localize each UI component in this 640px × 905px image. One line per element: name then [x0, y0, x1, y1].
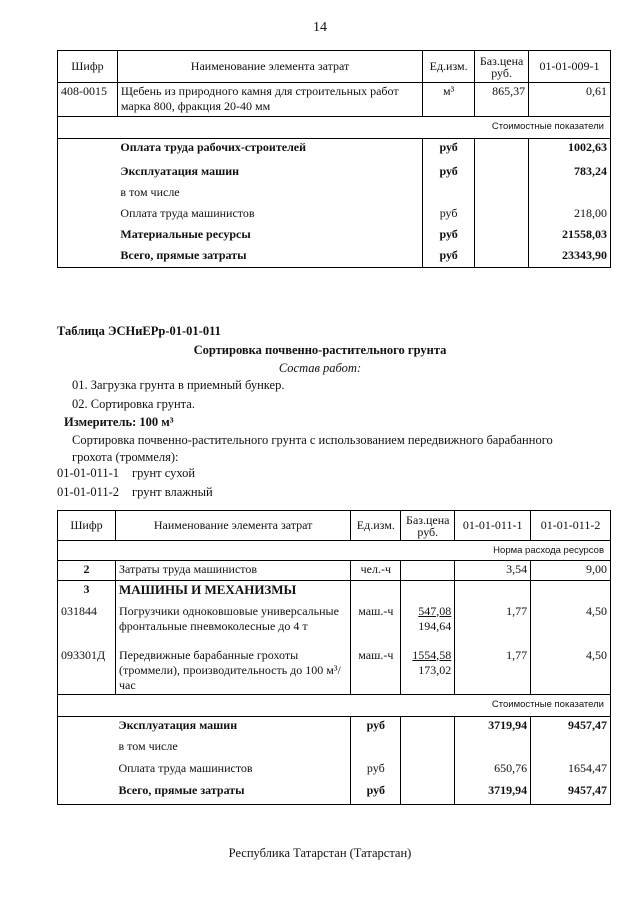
- table-row: [58, 603, 611, 647]
- row-code: 093301Д: [58, 647, 116, 695]
- row-value-1: 1,77: [455, 603, 531, 647]
- variant-code: 01-01-011-2: [57, 485, 120, 499]
- row-value-2: 4,50: [531, 647, 611, 695]
- header-name: Наименование элемента затрат: [115, 511, 350, 541]
- table-costs-01-01-009: [57, 50, 611, 268]
- row-name: Передвижные барабанные грохоты (троммели), производительность до 100 м³/час: [115, 647, 350, 695]
- row-name: МАШИНЫ И МЕХАНИЗМЫ: [115, 581, 350, 603]
- row-name: Эксплуатация машин: [117, 163, 422, 184]
- description: Сортировка почвенно-растительного грунта с использованием передвижного барабанного грохота (троммеля):: [72, 433, 553, 464]
- row-unit: [423, 184, 475, 205]
- row-name: Материальные ресурсы: [117, 226, 422, 247]
- table-row: [58, 716, 611, 738]
- footer-region: Республика Татарстан (Татарстан): [228, 846, 412, 860]
- row-unit: руб: [423, 247, 475, 268]
- row-unit: м³: [423, 83, 475, 117]
- header-col2: 01-01-011-2: [531, 511, 611, 541]
- row-value-1: 3,54: [455, 561, 531, 581]
- row-unit: маш.-ч: [351, 603, 401, 647]
- variant-label: грунт влажный: [132, 485, 213, 499]
- row-name: Всего, прямые затраты: [117, 247, 422, 268]
- header-code: Шифр: [58, 511, 116, 541]
- row-value-2: 9457,47: [531, 782, 611, 804]
- row-value: 23343,90: [529, 247, 611, 268]
- row-value-1: [455, 738, 531, 760]
- price-bottom: 173,02: [418, 662, 452, 677]
- measure: Измеритель: 100 м³: [64, 415, 174, 429]
- header-base-price: Баз.цена руб.: [475, 51, 529, 83]
- row-unit: руб: [351, 716, 401, 738]
- row-value-1: 3719,94: [455, 782, 531, 804]
- row-unit: руб: [423, 205, 475, 226]
- row-value-2: 9457,47: [531, 716, 611, 738]
- row-unit: руб: [351, 760, 401, 782]
- table-row: [58, 760, 611, 782]
- price-top: 547,08: [418, 603, 452, 618]
- row-unit: руб: [423, 226, 475, 247]
- price-top: 1554,58: [412, 647, 452, 662]
- row-value: 0,61: [529, 83, 611, 117]
- table-row: [58, 782, 611, 804]
- table-row: [58, 247, 611, 268]
- row-value-1: 1,77: [455, 647, 531, 695]
- row-name: Погрузчики одноковшовые универсальные фронтальные пневмоколесные до 4 т: [115, 603, 350, 647]
- variant-code: 01-01-011-1: [57, 466, 120, 480]
- row-value: 1002,63: [529, 139, 611, 163]
- header-unit: Ед.изм.: [351, 511, 401, 541]
- row-value: 21558,03: [529, 226, 611, 247]
- row-name: Затраты труда машинистов: [115, 561, 350, 581]
- variant-label: грунт сухой: [132, 466, 196, 480]
- row-name: Щебень из природного камня для строительных работ марка 800, фракция 20-40 мм: [117, 83, 422, 117]
- header-col1: 01-01-011-1: [455, 511, 531, 541]
- row-value-1: 3719,94: [455, 716, 531, 738]
- row-unit: маш.-ч: [351, 647, 401, 695]
- header-col1: 01-01-009-1: [529, 51, 611, 83]
- row-code: 2: [58, 561, 116, 581]
- table-row: [58, 226, 611, 247]
- table-row: [58, 139, 611, 163]
- table-row: [58, 184, 611, 205]
- row-value: 218,00: [529, 205, 611, 226]
- row-value-2: 4,50: [531, 603, 611, 647]
- header-base-price: Баз.цена руб.: [401, 511, 455, 541]
- row-value: [529, 184, 611, 205]
- row-value-2: 9,00: [531, 561, 611, 581]
- section-cost-label: Стоимостные показатели: [58, 694, 611, 716]
- row-price: 865,37: [475, 83, 529, 117]
- row-value-1: 650,76: [455, 760, 531, 782]
- section-subtitle: Состав работ:: [278, 361, 362, 375]
- table-row: [58, 163, 611, 184]
- row-value-2: 1654,47: [531, 760, 611, 782]
- row-name: в том числе: [115, 738, 350, 760]
- table-row: [58, 205, 611, 226]
- table-row: [58, 647, 611, 695]
- row-name: Всего, прямые затраты: [115, 782, 350, 804]
- row-code: 031844: [58, 603, 116, 647]
- table-row: [58, 738, 611, 760]
- row-unit: руб: [351, 782, 401, 804]
- row-unit: чел.-ч: [351, 561, 401, 581]
- table-resources-01-01-011: [57, 510, 611, 805]
- table-row: [58, 581, 611, 603]
- row-code: 408-0015: [58, 83, 118, 117]
- work-item: 01. Загрузка грунта в приемный бункер.: [72, 378, 285, 392]
- row-name: Оплата труда машинистов: [115, 760, 350, 782]
- table-row: [58, 83, 611, 117]
- header-code: Шифр: [58, 51, 118, 83]
- row-unit: руб: [423, 139, 475, 163]
- row-unit: [351, 738, 401, 760]
- work-item: 02. Сортировка грунта.: [72, 397, 195, 411]
- page-number: 14: [313, 20, 327, 35]
- header-unit: Ед.изм.: [423, 51, 475, 83]
- table-title: Таблица ЭСНиЕРр-01-01-011: [57, 324, 221, 338]
- row-name: Оплата труда рабочих-строителей: [117, 139, 422, 163]
- section-title: Сортировка почвенно-растительного грунта: [193, 343, 447, 357]
- table-row: [58, 561, 611, 581]
- section-cost-label: Стоимостные показатели: [58, 117, 611, 139]
- row-unit: руб: [423, 163, 475, 184]
- row-code: 3: [58, 581, 116, 603]
- row-value: 783,24: [529, 163, 611, 184]
- price-bottom: 194,64: [418, 618, 452, 633]
- row-value-2: [531, 738, 611, 760]
- row-name: в том числе: [117, 184, 422, 205]
- row-name: Оплата труда машинистов: [117, 205, 422, 226]
- row-name: Эксплуатация машин: [115, 716, 350, 738]
- section-norm-label: Норма расхода ресурсов: [58, 541, 611, 561]
- header-name: Наименование элемента затрат: [117, 51, 422, 83]
